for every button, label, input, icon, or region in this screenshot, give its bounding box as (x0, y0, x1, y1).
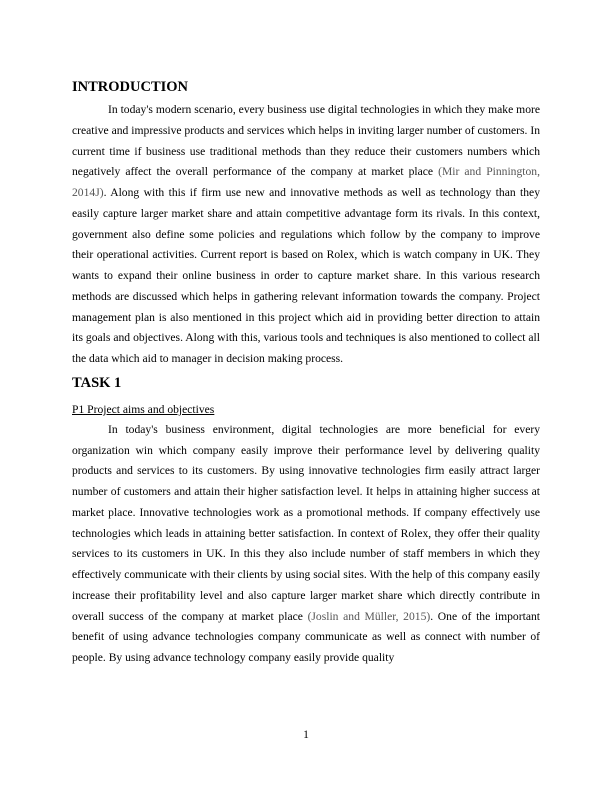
task1-paragraph (72, 420, 540, 669)
introduction-heading: INTRODUCTION (72, 79, 189, 95)
introduction-text-2: . Along with this if firm use new and innovative methods as well as technology than they easily capture larger market share and attain competitive advantage form its rivals. In this context, government also define some policies and regulations which follow by the company to improve their operational activities. Current report is based on Rolex, which is watch company in UK. They wants to expand their online business in order to capture market share. In this various research methods are discussed which helps in gathering relevant information towards the company. Project management plan is also mentioned in this project which aid in providing better direction to attain its goals and objectives. Along with this, various tools and techniques is also mentioned to collect all the data which aid to manager in decision making process. (72, 186, 540, 365)
task1-subheading: P1 Project aims and objectives (72, 402, 215, 416)
task1-heading: TASK 1 (72, 374, 122, 391)
document-page (72, 72, 540, 669)
task1-text-1: In today's business environment, digital technologies are more beneficial for every organization win which company easily improve their performance level by delivering quality products and services to its customers. By using innovative technologies firm easily attract larger number of customers and attain their higher satisfaction level. It helps in attaining higher success at market place. Innovative technologies work as a promotional methods. If company effectively use technologies which leads in attaining better satisfaction. In context of Rolex, they offer their quality services to its customers in UK. In this they also include number of staff members in which they effectively communicate with their clients by using social sites. With the help of this company easily increase their profitability level and also capture larger market share which directly contribute in overall success of the company at market place (72, 422, 540, 623)
task1-citation: (Joslin and Müller, 2015) (307, 609, 431, 623)
introduction-citation: (Mir and Pinnington, 2014J) (72, 165, 540, 199)
introduction-paragraph (72, 100, 540, 370)
task1-text-2: . One of the important benefit of using advance technologies company communicate as well as connect with number of people. By using advance technology company easily provide quality (72, 609, 540, 664)
page-number: 1 (303, 728, 309, 741)
introduction-text-1: In today's modern scenario, every business use digital technologies in which they make more creative and impressive products and services which helps in inviting larger number of customers. In current time if business use traditional methods than they reduce their customers numbers which negatively affect the overall performance of the company at market place (72, 103, 540, 179)
